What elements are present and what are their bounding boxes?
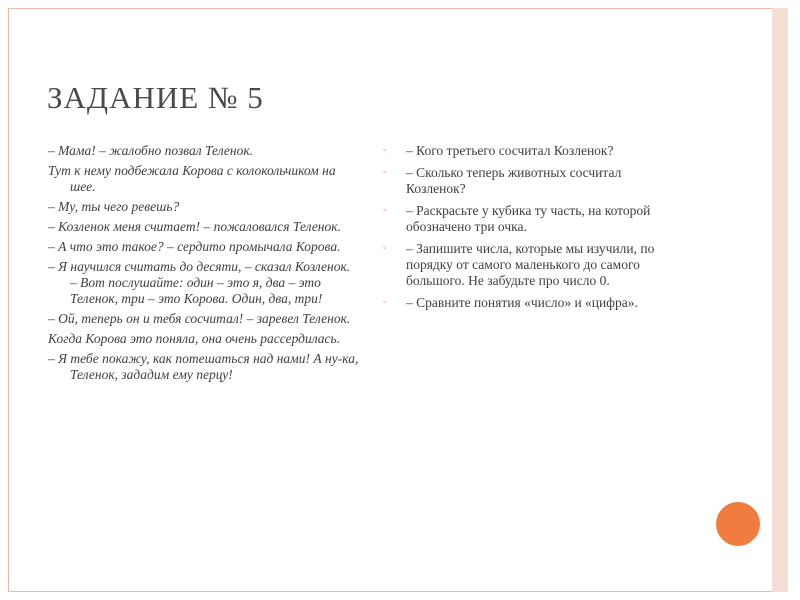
task-item	[383, 203, 683, 235]
bullet-icon: ◦	[383, 297, 387, 308]
task-text: – Кого третьего сосчитал Козленок?	[406, 143, 614, 158]
decorative-circle	[713, 499, 763, 549]
task-text: – Сколько теперь животных сосчитал Козленок?	[406, 165, 622, 196]
story-paragraph: Тут к нему подбежала Корова с колокольчиком на шее.	[48, 163, 336, 194]
story-paragraph: – Мама! – жалобно позвал Теленок.	[48, 143, 254, 158]
bullet-icon: ◦	[383, 145, 387, 156]
bullet-icon: ◦	[383, 205, 387, 216]
task-item	[383, 241, 683, 289]
bullet-icon: ◦	[383, 167, 387, 178]
story-text-column	[48, 143, 360, 387]
task-text: – Сравните понятия «число» и «цифра».	[406, 295, 638, 310]
story-paragraph: – Козленок меня считает! – пожаловался Теленок.	[48, 219, 341, 234]
task-item	[383, 143, 683, 159]
story-paragraph: Когда Корова это поняла, она очень рассердилась.	[48, 331, 341, 346]
story-paragraph: – Я тебе покажу, как потешаться над нами! А ну-ка, Теленок, зададим ему перцу!	[48, 351, 359, 382]
story-paragraph: – А что это такое? – сердито промычала Корова.	[48, 239, 341, 254]
task-list	[383, 143, 683, 317]
bullet-icon: ◦	[383, 243, 387, 254]
task-item	[383, 165, 683, 197]
task-item	[383, 295, 683, 311]
task-text: – Раскрасьте у кубика ту часть, на которой обозначено три очка.	[406, 203, 651, 234]
decorative-side-strip	[772, 8, 788, 592]
slide-title: ЗАДАНИЕ № 5	[47, 80, 264, 115]
story-paragraph: – Ой, теперь он и тебя сосчитал! – заревел Теленок.	[48, 311, 351, 326]
story-paragraph: – Я научился считать до десяти, – сказал Козленок. – Вот послушайте: один – это я, два – это Теленок, три – это Корова. Один, два, три!	[48, 259, 351, 306]
task-text: – Запишите числа, которые мы изучили, по порядку от самого маленького до самого большого. Не забудьте про число 0.	[406, 241, 655, 288]
story-paragraph: – Му, ты чего ревешь?	[48, 199, 180, 214]
